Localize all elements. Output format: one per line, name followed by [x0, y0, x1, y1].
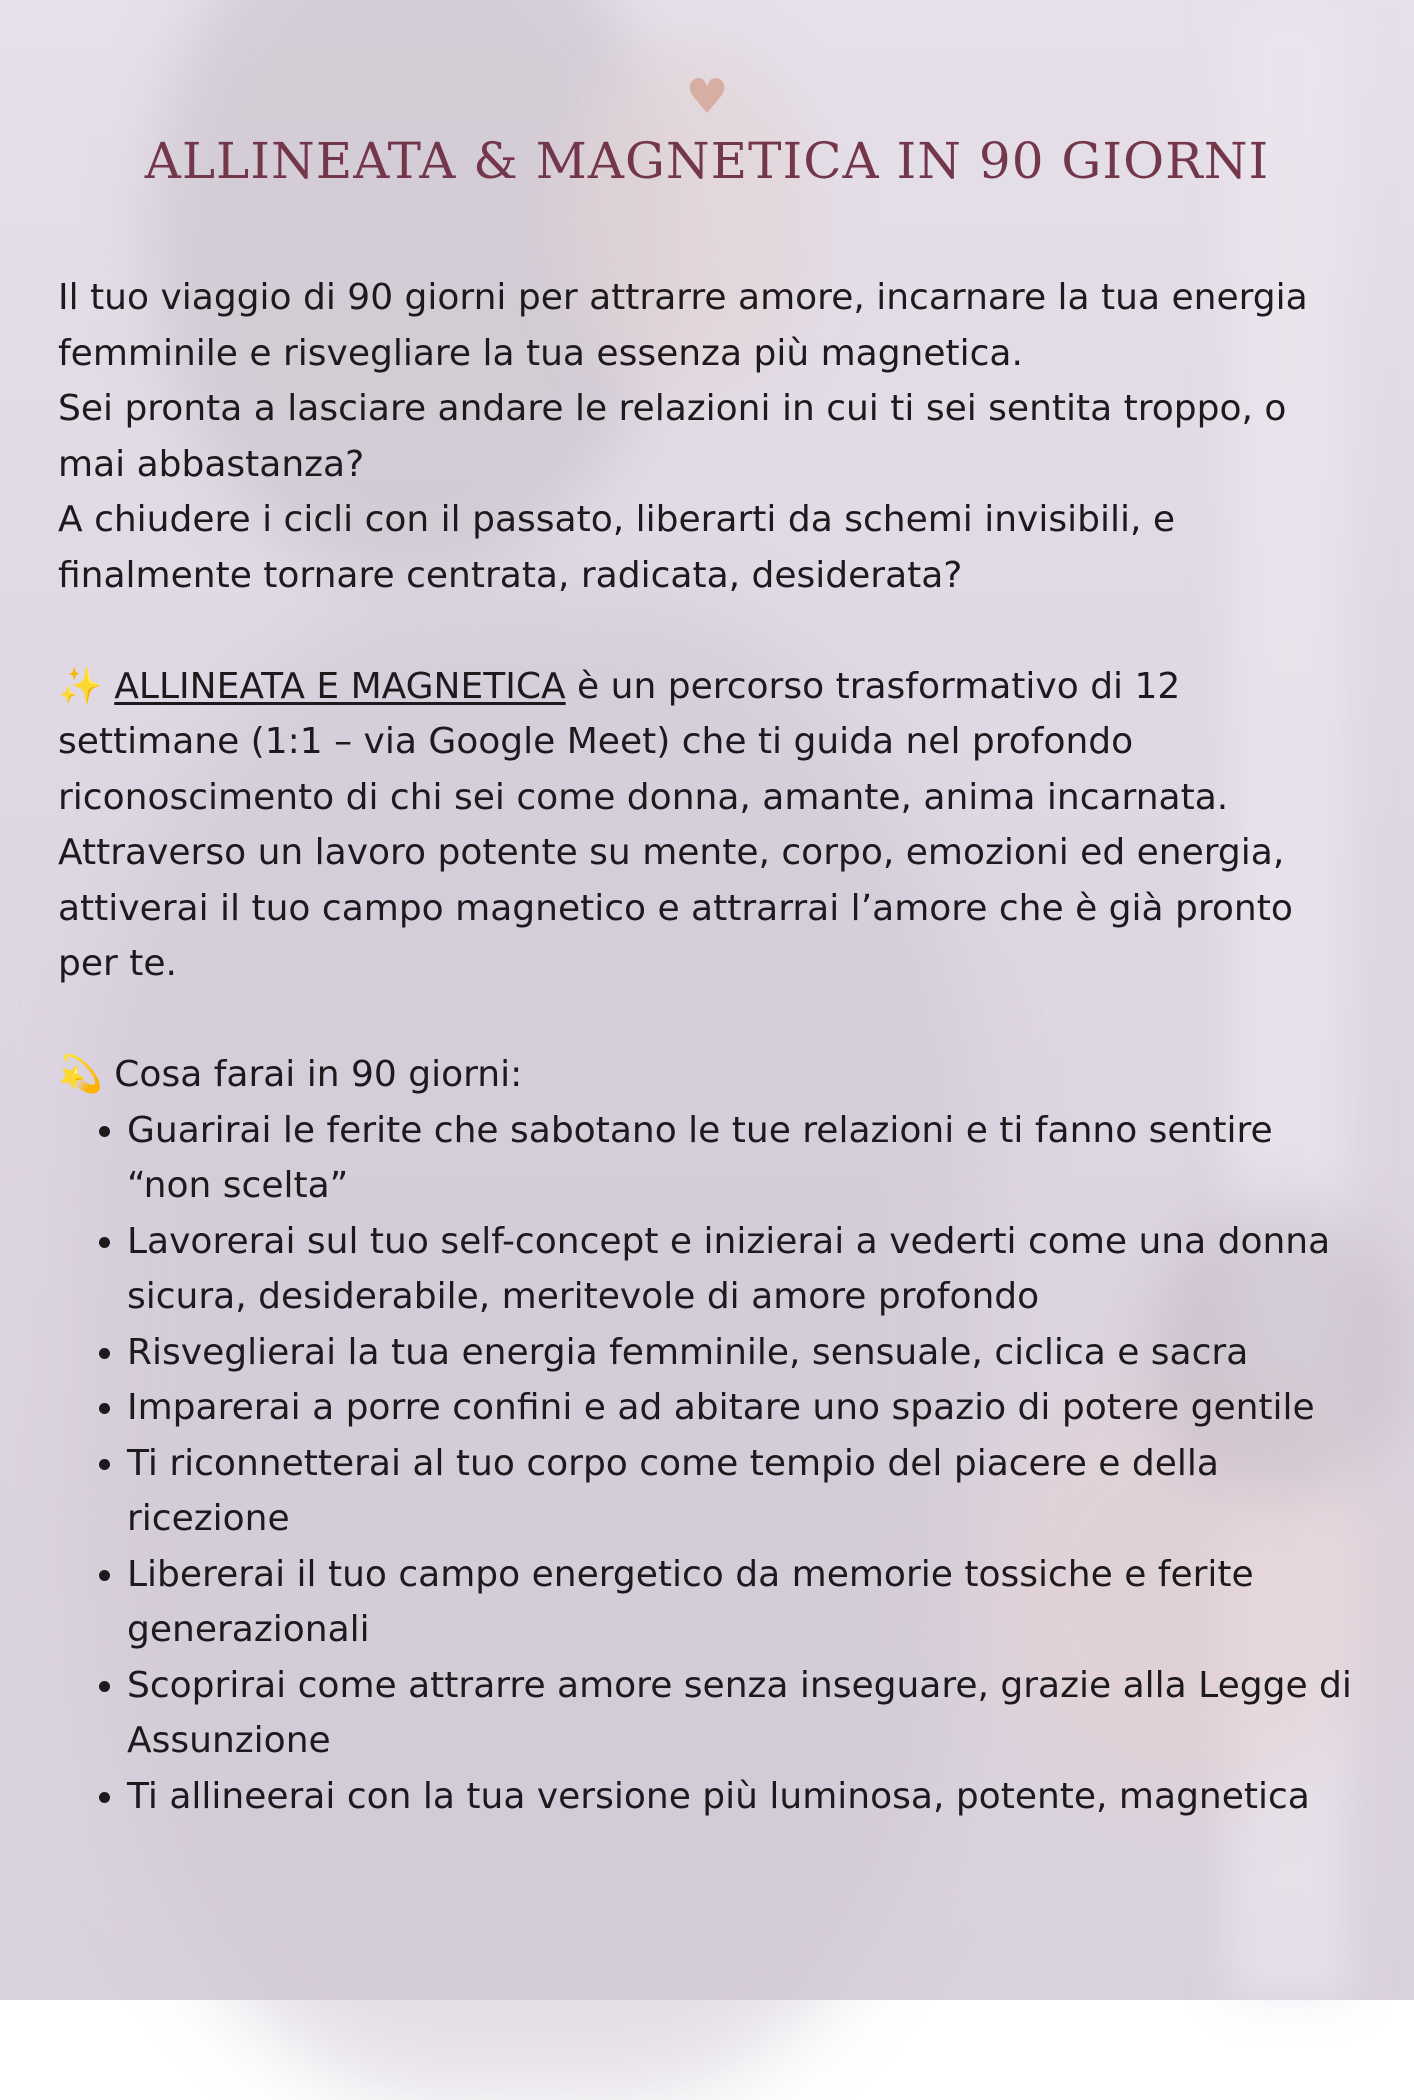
intro-paragraph-3: A chiudere i cicli con il passato, liberarti da schemi invisibili, e finalmente tornare centrata, radicata, desiderata? — [58, 499, 1176, 596]
program-paragraph — [58, 659, 1358, 992]
intro-paragraph-1: Il tuo viaggio di 90 giorni per attrarre amore, incarnare la tua energia femminile e risvegliare la tua essenza più magnetica. — [58, 277, 1308, 374]
list-item: • Risveglierai la tua energia femminile, sensuale, ciclica e sacra — [127, 1325, 1358, 1381]
program-name: ALLINEATA E MAGNETICA — [114, 665, 566, 707]
list-item: • Scoprirai come attrarre amore senza inseguare, grazie alla Legge di Assunzione — [127, 1658, 1358, 1769]
list-item: • Lavorerai sul tuo self-concept e inizierai a vederti come una donna sicura, desiderabile, meritevole di amore profondo — [127, 1214, 1358, 1325]
list-item: • Ti riconnetterai al tuo corpo come tempio del piacere e della ricezione — [127, 1436, 1358, 1547]
sparkles-icon: ✨ — [58, 665, 103, 707]
outcomes-heading-text: Cosa farai in 90 giorni: — [114, 1054, 523, 1095]
program-description: è un percorso trasformativo di 12 settimane (1:1 – via Google Meet) che ti guida nel profondo riconoscimento di chi sei come donna, amante, anima incarnata. Attraverso un lavoro potente su mente, corpo, emozioni ed energia, attiverai il tuo campo magnetico e attrarrai l’amore che è già pronto per te. — [58, 665, 1293, 984]
spacer — [58, 603, 1358, 659]
outcomes-list — [58, 1103, 1358, 1825]
dizzy-star-icon: 💫 — [58, 1054, 103, 1095]
list-item: • Imparerai a porre confini e ad abitare uno spazio di potere gentile — [127, 1380, 1358, 1436]
list-item: • Guarirai le ferite che sabotano le tue relazioni e ti fanno sentire “non scelta” — [127, 1103, 1358, 1214]
heart-icon: ♥ — [685, 69, 729, 125]
list-item: • Libererai il tuo campo energetico da memorie tossiche e ferite generazionali — [127, 1547, 1358, 1658]
outcomes-heading — [58, 1047, 1358, 1103]
intro-paragraph-2: Sei pronta a lasciare andare le relazioni in cui ti sei sentita troppo, o mai abbastanza? — [58, 388, 1287, 485]
list-item: • Ti allineerai con la tua versione più luminosa, potente, magnetica — [127, 1769, 1358, 1825]
spacer — [58, 992, 1358, 1048]
page-title: ALLINEATA & MAGNETICA IN 90 GIORNI — [144, 132, 1270, 190]
document-body — [58, 270, 1358, 1824]
